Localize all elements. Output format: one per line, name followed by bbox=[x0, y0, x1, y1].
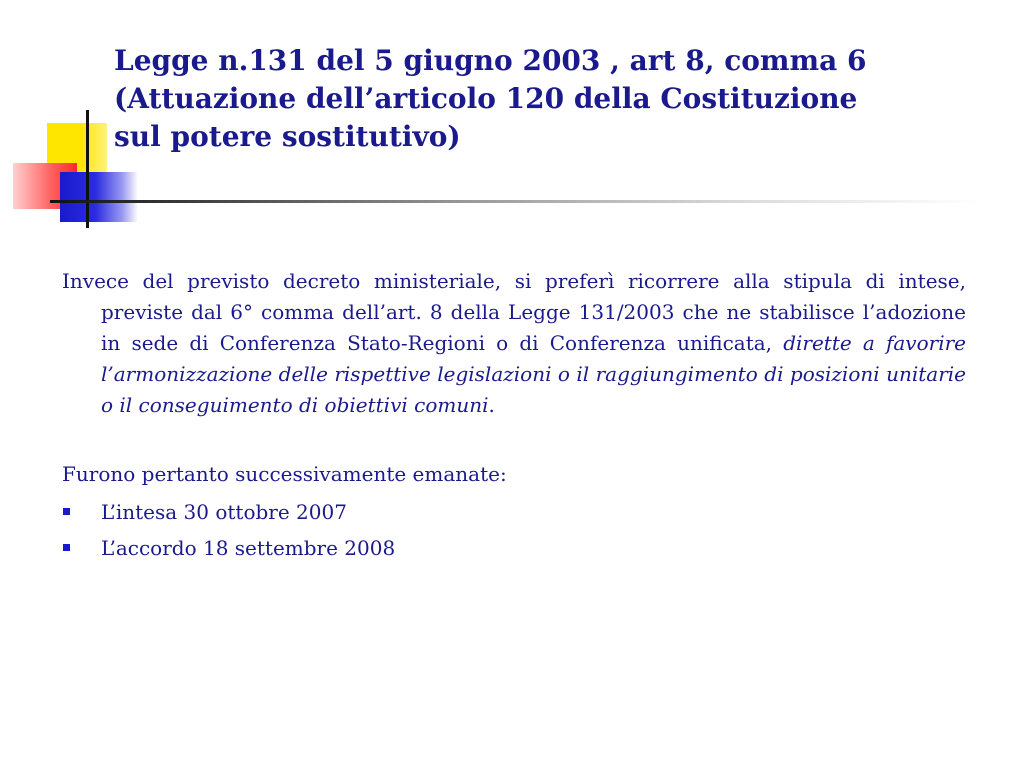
square-bullet-icon bbox=[63, 544, 70, 551]
main-paragraph bbox=[62, 266, 966, 421]
list-item-label: L’accordo 18 settembre 2008 bbox=[101, 536, 396, 560]
list-item bbox=[62, 530, 966, 566]
slide-body bbox=[62, 266, 966, 566]
bullet-list bbox=[62, 494, 966, 566]
decor-blue-square bbox=[60, 172, 138, 222]
title-line-3: sul potere sostitutivo) bbox=[114, 120, 461, 153]
list-item bbox=[62, 494, 966, 530]
slide-title bbox=[114, 42, 994, 156]
paragraph-italic-text: dirette a favorire l’armonizzazione delle rispettive legislazioni o il raggiungimento di posizioni unitarie o il conseguimento di obiettivi comuni bbox=[101, 331, 966, 417]
paragraph-end-text: . bbox=[488, 393, 495, 417]
title-line-1: Legge n.131 del 5 giugno 2003 , art 8, comma 6 bbox=[114, 44, 867, 77]
list-item-label: L’intesa 30 ottobre 2007 bbox=[101, 500, 347, 524]
decor-vertical-line bbox=[86, 110, 89, 228]
paragraph-regular-text: Invece del previsto decreto ministeriale, si preferì ricorrere alla stipula di intese, previste dal 6° comma dell’art. 8 della Legge 131/2003 che ne stabilisce l’adozione in sede di Conferenza Stato-Regioni o di Conferenza unificata, bbox=[62, 269, 966, 355]
title-divider-line bbox=[50, 200, 980, 203]
square-bullet-icon bbox=[63, 508, 70, 515]
list-intro: Furono pertanto successivamente emanate: bbox=[62, 462, 507, 486]
title-line-2: (Attuazione dell’articolo 120 della Costituzione bbox=[114, 82, 858, 115]
